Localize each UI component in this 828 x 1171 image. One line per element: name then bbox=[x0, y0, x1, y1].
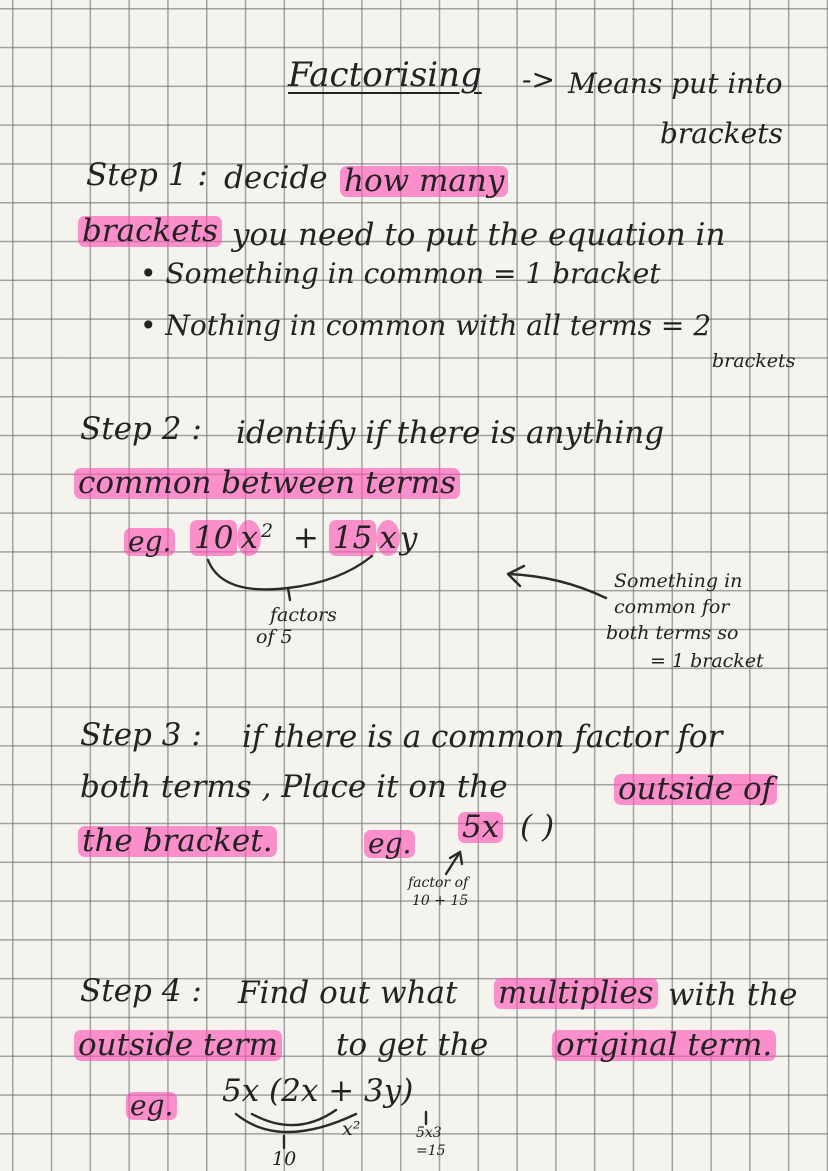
side-note-line3: both terms so bbox=[606, 622, 739, 644]
step1-text-part1: decide bbox=[224, 160, 328, 196]
side-note-line2: common for bbox=[614, 596, 730, 618]
step1-label: Step 1 : bbox=[86, 157, 208, 193]
bullet-1: • Something in common = 1 bracket bbox=[140, 257, 661, 290]
page-title: Factorising bbox=[288, 55, 482, 95]
term1-power: 2 bbox=[260, 520, 274, 542]
factors-brace bbox=[208, 556, 372, 589]
side-note-line4: = 1 bracket bbox=[650, 650, 764, 672]
term2-coefficient: 15 bbox=[329, 520, 376, 556]
plus-sign: + bbox=[292, 520, 319, 557]
example4-work-x-squared: x² bbox=[342, 1118, 361, 1140]
title-arrow: -> bbox=[522, 63, 555, 96]
factor-note-line1: factor of bbox=[408, 875, 469, 891]
side-note-line1: Something in bbox=[614, 570, 743, 592]
bullet-2-text: Nothing in common with all terms = 2 bbox=[165, 309, 712, 342]
factors-brace-tick bbox=[288, 588, 290, 600]
step4-text2: with the bbox=[668, 977, 798, 1013]
factors-note-line2: of 5 bbox=[256, 626, 293, 648]
step2-highlight: common between terms bbox=[74, 468, 460, 499]
example3-eg: eg. bbox=[364, 830, 415, 858]
title-note-line2: brackets bbox=[660, 117, 783, 150]
example3-term: 5x bbox=[458, 812, 503, 843]
term1-coefficient: 10 bbox=[190, 520, 237, 556]
example4-eg: eg. bbox=[126, 1092, 177, 1120]
step1-highlight-how-many: how many bbox=[340, 166, 508, 197]
example2-eg: eg. bbox=[124, 528, 175, 556]
multiply-arc-1 bbox=[236, 1114, 356, 1132]
step1-highlight-brackets: brackets bbox=[78, 216, 222, 247]
step3-text2: both terms , Place it on the bbox=[80, 769, 508, 805]
example4-work-5x3: 5x3 bbox=[416, 1125, 442, 1141]
step3-highlight-the-bracket: the bracket. bbox=[78, 826, 277, 857]
factor-note-arrow bbox=[446, 852, 460, 874]
term2-rest: y bbox=[399, 520, 418, 557]
step4-text1: Find out what bbox=[238, 975, 458, 1011]
factor-note-arrowhead bbox=[450, 852, 462, 864]
example4-work-15: =15 bbox=[416, 1143, 446, 1159]
side-note-arrow bbox=[508, 574, 606, 598]
step1-text-part2: you need to put the equation in bbox=[232, 217, 726, 253]
example2-expression bbox=[190, 520, 418, 557]
step3-highlight-outside-of: outside of bbox=[614, 774, 777, 805]
term1-variable: x bbox=[237, 520, 260, 556]
factor-note-line2: 10 + 15 bbox=[412, 893, 469, 909]
step2-text: identify if there is anything bbox=[236, 415, 665, 451]
step3-label: Step 3 : bbox=[80, 717, 202, 753]
step2-label: Step 2 : bbox=[80, 411, 202, 447]
step4-highlight-outside-term: outside term bbox=[74, 1030, 282, 1061]
title-note-line1: Means put into bbox=[568, 67, 783, 100]
bullet-2: • Nothing in common with all terms = 2 bbox=[140, 309, 712, 342]
step3-text1: if there is a common factor for bbox=[242, 719, 723, 755]
factors-note-line1: factors bbox=[270, 604, 337, 626]
step4-highlight-multiplies: multiplies bbox=[494, 978, 658, 1009]
step4-text3: to get the bbox=[336, 1027, 489, 1063]
example4-expression: 5x (2x + 3y) bbox=[222, 1073, 414, 1109]
term2-variable: x bbox=[376, 520, 399, 556]
multiply-arc-2 bbox=[252, 1110, 336, 1125]
bullet-2-continued: brackets bbox=[712, 350, 796, 372]
side-note-arrowhead bbox=[508, 566, 524, 586]
bullet-1-text: Something in common = 1 bracket bbox=[165, 257, 661, 290]
example4-work-10: 10 bbox=[272, 1148, 297, 1170]
step4-label: Step 4 : bbox=[80, 973, 202, 1009]
step4-highlight-original-term: original term. bbox=[552, 1030, 776, 1061]
example3-brackets: ( ) bbox=[520, 809, 555, 845]
